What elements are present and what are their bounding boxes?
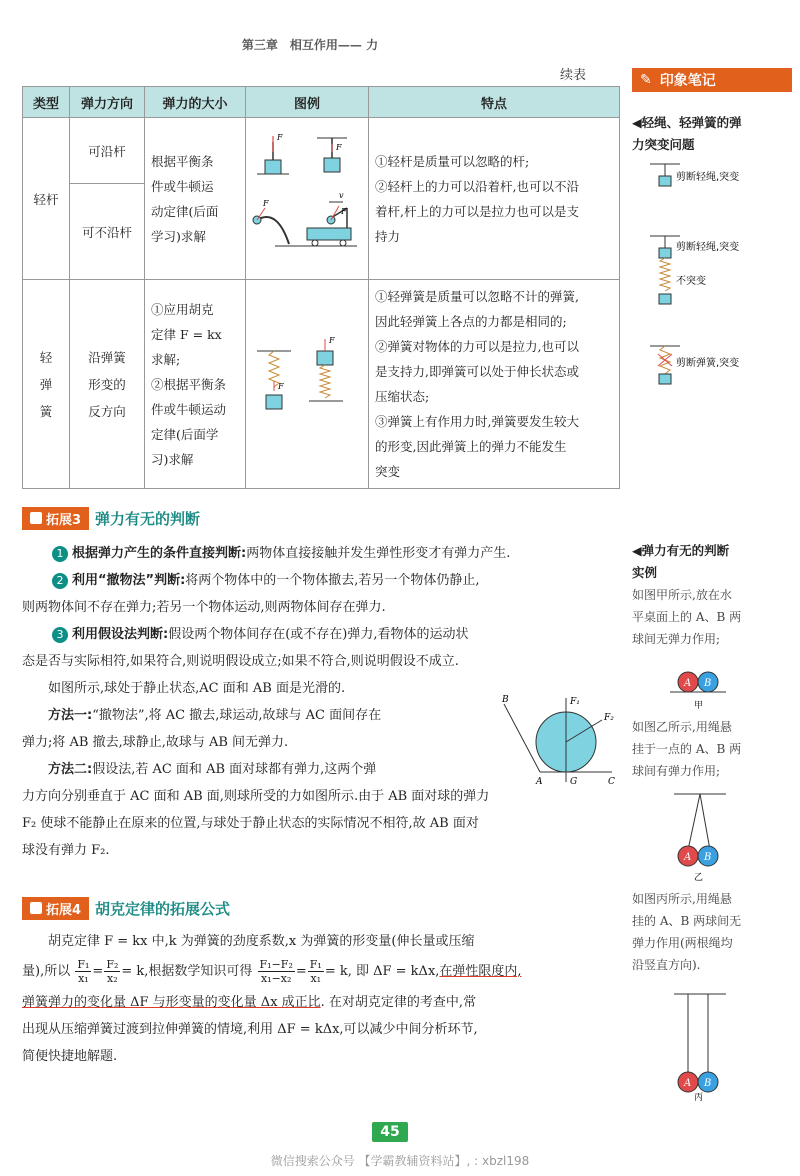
- ext3-title: 弹力有无的判断: [95, 509, 201, 528]
- spring-direction: [70, 280, 145, 489]
- ball-A: A: [684, 1078, 692, 1089]
- method-3: [22, 621, 622, 648]
- denominator: x₁: [310, 972, 322, 985]
- label-C: C: [608, 777, 615, 786]
- hooke-text: = k, 即 ΔF = kΔx,: [324, 964, 440, 979]
- method-1-head: 根据弹力产生的条件直接判断:: [72, 546, 247, 561]
- caption-jia: 甲: [694, 701, 704, 711]
- note-line: 如图甲所示,放在水: [632, 588, 732, 602]
- spring-feature-line: 的形变,因此弹簧上的弹力不能发生: [375, 439, 567, 454]
- hooke-line: 出现从压缩弹簧过渡到拉伸弹簧的情境,利用 ΔF = kΔx,可以减少中间分析环节,: [22, 1022, 478, 1037]
- spring-size-line: 求解;: [151, 351, 181, 367]
- rope-spring-diagrams: [640, 160, 790, 410]
- spring-feature-line: ②弹簧对物体的力可以是拉力,也可以: [375, 339, 579, 354]
- rod-size-line: 件或牛顿运: [151, 178, 214, 194]
- spring-dir-line: 沿弹簧: [88, 349, 126, 365]
- equals: =: [92, 964, 104, 979]
- ext4-heading: [22, 896, 230, 920]
- rod-dir-along: 可沿杆: [70, 118, 145, 184]
- method-3-text-cont: 态是否与实际相符,如果符合,则说明假设成立;如果不符合,则说明假设不成立.: [22, 654, 459, 669]
- method-2-text: 将两个物体中的一个物体撤去,若另一个物体仍静止,: [185, 573, 480, 588]
- ball-B: B: [704, 852, 712, 863]
- spring-feature-line: ③弹簧上有作用力时,弹簧要发生较大: [375, 414, 579, 429]
- note-line: 平桌面上的 A、B 两: [632, 610, 742, 624]
- way-2-text-cont: F₂ 使球不能静止在原来的位置,与球处于静止状态的实际情况不相符,故 AB 面对: [22, 816, 479, 831]
- number-3-icon: 3: [52, 627, 68, 643]
- spring-size-line: 件或牛顿运动: [151, 401, 227, 417]
- rod-size-line: 动定律(后面: [151, 203, 219, 219]
- book-icon: [30, 512, 42, 524]
- notes-header-label: 印象笔记: [659, 73, 716, 89]
- fraction: [104, 958, 120, 985]
- hooke-text: . 在对胡克定律的考查中,常: [320, 995, 477, 1010]
- spring-feature-line: 突变: [375, 464, 401, 479]
- spring-feature-line: 是支持力,即弹簧可以处于伸长状态或: [375, 364, 579, 379]
- spring-size-line: ②根据平衡条: [151, 376, 227, 392]
- ext4-tag-label: 拓展4: [46, 902, 82, 918]
- note-title: [632, 112, 792, 156]
- way-1: [22, 702, 508, 729]
- cut-rope-label: 剪断轻绳,突变: [676, 172, 740, 183]
- caption-yi: 乙: [694, 873, 704, 882]
- cut-spring-label: 剪断弹簧,突变: [676, 358, 740, 369]
- ball-A: A: [684, 852, 692, 863]
- table-row: [23, 280, 620, 489]
- label-F: F: [263, 199, 269, 208]
- spring-size-line: 习)求解: [151, 451, 194, 467]
- figure-yi: [660, 790, 740, 882]
- notes-column-2: [632, 540, 792, 650]
- ball-B: B: [704, 1078, 712, 1089]
- rod-size-line: 根据平衡条: [151, 153, 214, 169]
- watermark: 微信搜索公众号 【学霸教辅资料站】, : xbzl198: [270, 1154, 530, 1168]
- rod-diagram: [247, 122, 365, 272]
- col-figure: 图例: [246, 87, 369, 118]
- label-F: F: [329, 335, 335, 345]
- col-type: 类型: [23, 87, 70, 118]
- way-2-text: 假设法,若 AC 面和 AB 面对球都有弹力,这两个弹: [92, 762, 377, 777]
- chapter-header: 第三章 相互作用—— 力: [241, 38, 379, 52]
- col-features: 特点: [369, 87, 620, 118]
- note-line: 如图乙所示,用绳悬: [632, 720, 732, 734]
- spring-dir-line: 形变的: [88, 376, 126, 392]
- table-header-row: [23, 87, 620, 118]
- rod-figure: [246, 118, 369, 280]
- note-yi: [632, 716, 792, 782]
- rod-features: [369, 118, 620, 280]
- spring-type-char: 簧: [39, 403, 53, 419]
- note-jia: [632, 584, 792, 650]
- note-title: [632, 540, 792, 584]
- number-1-icon: 1: [52, 546, 68, 562]
- note-title-line: 实例: [632, 565, 658, 580]
- ext4-tag: [22, 897, 89, 920]
- rod-dir-not-along: 可不沿杆: [70, 184, 145, 280]
- rod-feature-line: 持力: [375, 228, 401, 244]
- ball-B: B: [704, 678, 712, 689]
- spring-features: [369, 280, 620, 489]
- hooke-line: [22, 989, 622, 1016]
- method-2: [22, 567, 622, 594]
- method-3-text: 假设两个物体间存在(或不存在)弹力,看物体的运动状: [168, 627, 469, 642]
- method-3-head: 利用假设法判断:: [72, 627, 169, 642]
- numerator: F₁−F₂: [259, 958, 293, 971]
- equals: =: [295, 964, 307, 979]
- number-2-icon: 2: [52, 573, 68, 589]
- method-2-head: 利用“撤物法”判断:: [72, 573, 186, 588]
- way-2-text-cont: 球没有弹力 F₂.: [22, 843, 110, 858]
- hooke-line: 胡克定律 F = kx 中,k 为弹簧的劲度系数,x 为弹簧的形变量(伸长量或压缩: [48, 934, 475, 949]
- label-F: F: [277, 133, 283, 142]
- ext4-body: [22, 928, 622, 1070]
- spring-size-line: 定律 F = kx: [151, 326, 222, 342]
- denominator: x₁: [78, 972, 89, 985]
- spring-feature-line: 因此轻弹簧上各点的力都是相同的;: [375, 314, 567, 329]
- hooke-highlight: 弹簧弹力的变化量 ΔF 与形变量的变化量 Δx 成正比: [22, 995, 321, 1010]
- rod-feature-line: ①轻杆是质量可以忽略的杆;: [375, 153, 530, 169]
- ext4-title: 胡克定律的拓展公式: [95, 899, 231, 918]
- label-F1: F₁: [570, 697, 580, 707]
- note-bing: [632, 888, 792, 976]
- col-direction: 弹力方向: [70, 87, 145, 118]
- method-2-text-cont: 则两物体间不存在弹力;若另一个物体运动,则两物体间存在弹力.: [22, 600, 386, 615]
- label-v: v: [339, 191, 344, 200]
- label-F2: F₂: [604, 713, 614, 723]
- way-1-text: “撤物法”,将 AC 撤去,球运动,故球与 AC 面间存在: [92, 708, 382, 723]
- spring-magnitude: [145, 280, 246, 489]
- rod-type: 轻杆: [23, 118, 70, 280]
- notes-header: [632, 68, 792, 92]
- table-row: [23, 118, 620, 184]
- spring-figure: [246, 280, 369, 489]
- note-line: 球间无弹力作用;: [632, 632, 721, 646]
- spring-diagram: [247, 323, 365, 443]
- denominator: x₁−x₂: [260, 972, 292, 985]
- way-1-head: 方法一:: [48, 708, 93, 723]
- label-B: B: [502, 695, 509, 705]
- note-line: 如图丙所示,用绳悬: [632, 892, 732, 906]
- spring-type-char: 轻: [39, 349, 53, 365]
- ball-force-diagram: [500, 694, 620, 786]
- way-1-text-cont: 弹力;将 AB 撤去,球静止,故球与 AB 间无弹力.: [22, 735, 289, 750]
- hooke-text: 量),所以: [22, 964, 71, 979]
- spring-size-line: 定律(后面学: [151, 426, 219, 442]
- cut-rope-label-2: 剪断轻绳,突变: [676, 242, 740, 253]
- spring-size-line: ①应用胡克: [151, 301, 214, 317]
- fraction: [258, 958, 295, 985]
- fraction: [75, 958, 91, 985]
- spring-feature-line: 压缩状态;: [375, 389, 430, 404]
- hooke-formula-line: [22, 955, 622, 989]
- ext3-tag: [22, 507, 89, 530]
- spring-dir-line: 反方向: [88, 403, 126, 419]
- hooke-highlight: 在弹性限度内,: [439, 964, 522, 979]
- numerator: F₂: [106, 958, 119, 971]
- spring-type: [23, 280, 70, 489]
- fraction: [308, 958, 324, 985]
- col-magnitude: 弹力的大小: [145, 87, 246, 118]
- rod-feature-line: ②轻杆上的力可以沿着杆,也可以不沿: [375, 178, 579, 194]
- denominator: x₂: [107, 972, 118, 985]
- page-number: 45: [372, 1122, 408, 1142]
- label-A: A: [536, 777, 543, 786]
- table-continued-label: 续表: [560, 68, 587, 83]
- note-title-line: ◀轻绳、轻弹簧的弹: [632, 115, 742, 130]
- elephant-icon: ✎: [640, 72, 652, 88]
- method-1: [22, 540, 622, 567]
- rod-size-line: 学习)求解: [151, 228, 206, 244]
- spring-type-char: 弹: [39, 376, 53, 392]
- numerator: F₁: [309, 958, 322, 971]
- hooke-line: 简便快捷地解题.: [22, 1049, 118, 1064]
- figure-bing: [660, 990, 740, 1102]
- note-line: 球间有弹力作用;: [632, 764, 721, 778]
- rod-feature-line: 着杆,杆上的力可以是拉力也可以是支: [375, 203, 579, 219]
- caption-bing: 丙: [694, 1093, 704, 1102]
- note-line: 挂于一点的 A、B 两: [632, 742, 742, 756]
- way-2-head: 方法二:: [48, 762, 93, 777]
- label-F: F: [336, 143, 342, 152]
- notes-column: [632, 112, 792, 156]
- book-icon: [30, 902, 42, 914]
- label-F: F: [278, 381, 284, 391]
- elastic-force-table: [22, 86, 620, 489]
- hooke-text: = k,根据数学知识可得: [121, 964, 253, 979]
- ext3-heading: [22, 506, 200, 530]
- figure-jia: [660, 668, 740, 714]
- no-change-label: 不突变: [676, 276, 706, 287]
- label-G: G: [570, 777, 578, 786]
- note-title-line: 力突变问题: [632, 137, 695, 152]
- label-F: F: [341, 207, 347, 216]
- rod-magnitude: [145, 118, 246, 280]
- numerator: F₁: [77, 958, 90, 971]
- method-1-text: 两物体直接接触并发生弹性形变才有弹力产生.: [246, 546, 511, 561]
- note-line: 挂的 A、B 两球间无: [632, 914, 742, 928]
- way-2-text-cont: 力方向分别垂直于 AC 面和 AB 面,则球所受的力如图所示.由于 AB 面对球的弹力: [22, 789, 490, 804]
- spring-feature-line: ①轻弹簧是质量可以忽略不计的弹簧,: [375, 289, 579, 304]
- ext3-tag-label: 拓展3: [46, 512, 82, 528]
- note-line: 弹力作用(两根绳均: [632, 936, 733, 950]
- note-title-line: ◀弹力有无的判断: [632, 543, 730, 558]
- example-intro: 如图所示,球处于静止状态,AC 面和 AB 面是光滑的.: [48, 681, 346, 696]
- ball-A: A: [684, 678, 692, 689]
- note-line: 沿竖直方向).: [632, 958, 701, 972]
